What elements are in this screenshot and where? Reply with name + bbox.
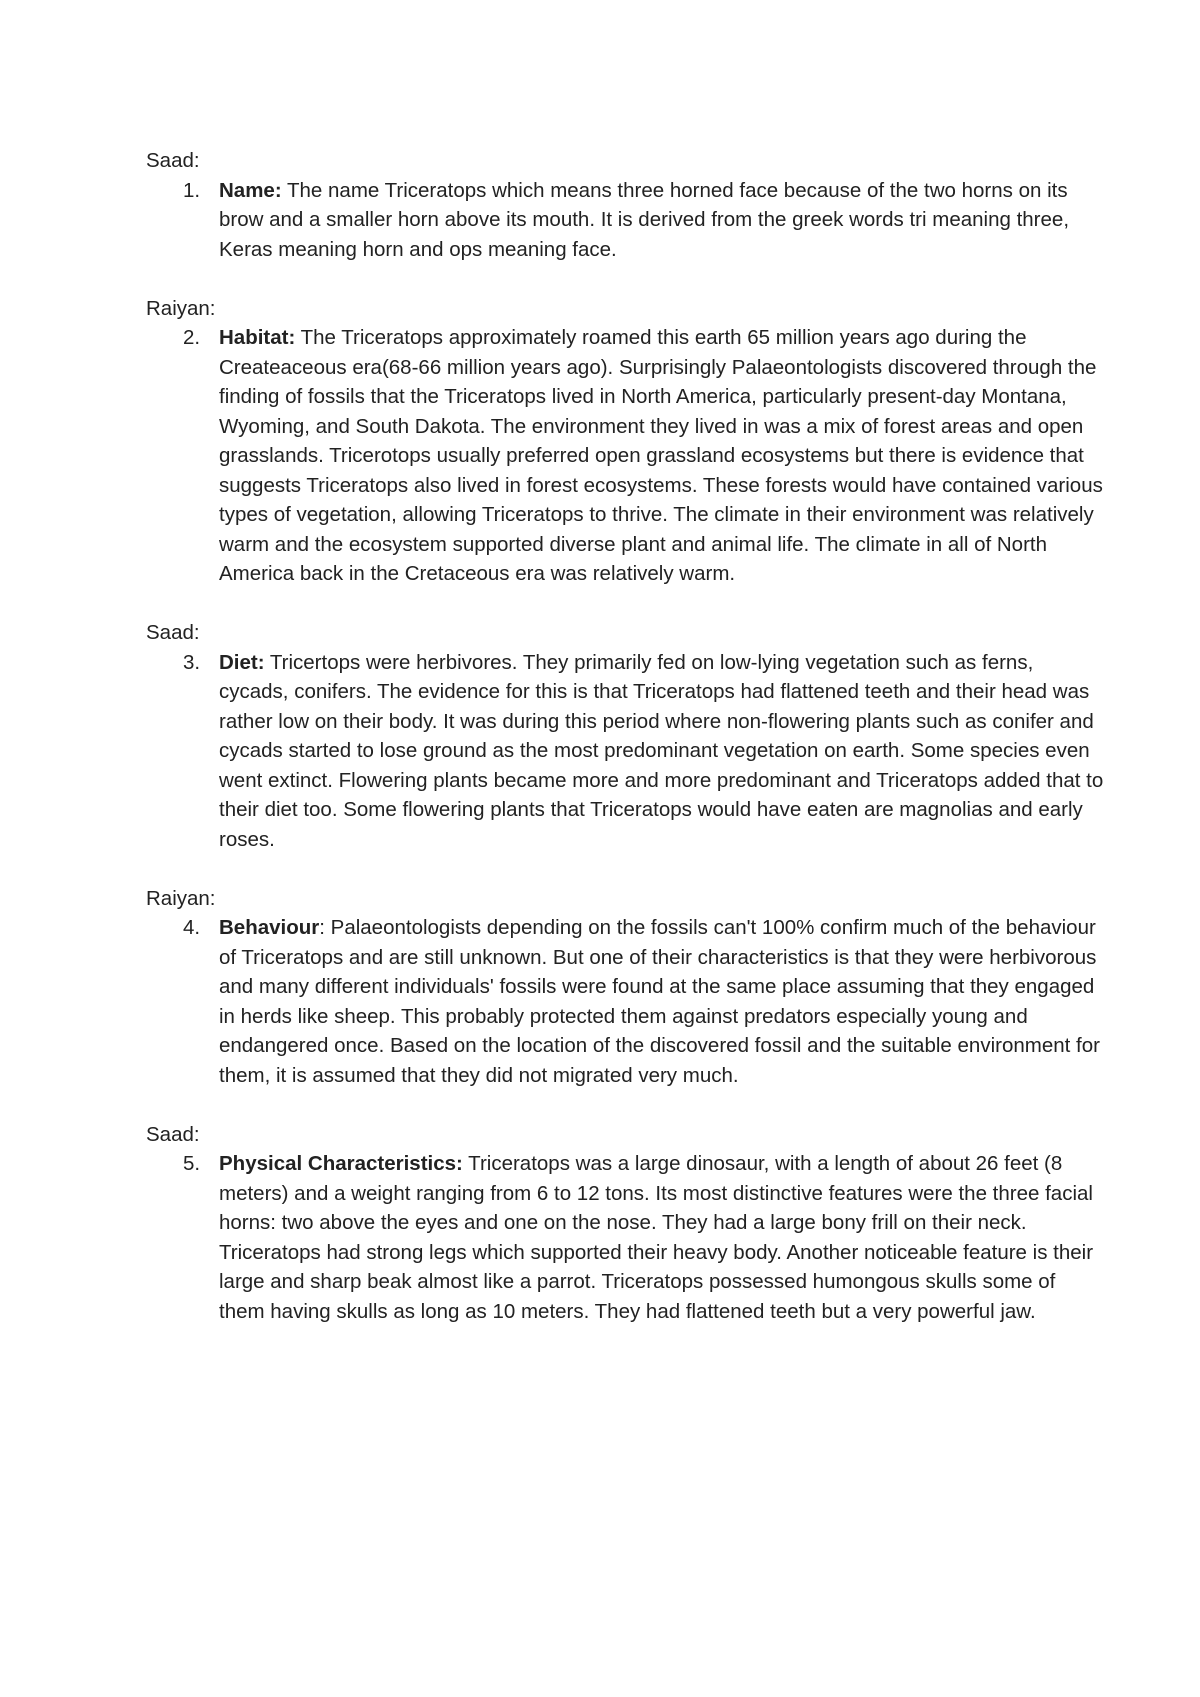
item-term: Name: <box>219 178 282 202</box>
speaker-label: Saad: <box>146 1122 200 1146</box>
item-description: : Palaeontologists depending on the fossils can't 100% confirm much of the behaviour of Triceratops and are still unknown. But one of their characteristics is that they were herbivorous and many different individuals' fossils were found at the same place assuming that they engaged in herds like sheep. This probably protected them against predators especially young and endangered once. Based on the location of the discovered fossil and the suitable environment for them, it is assumed that they did not migrated very much. <box>219 916 1100 1087</box>
list-item-text <box>219 1149 1106 1326</box>
list-number: 5. <box>183 1152 201 1175</box>
list-item <box>146 1149 1094 1326</box>
section-physical-characteristics <box>146 1120 1094 1327</box>
item-term: Behaviour <box>219 916 320 939</box>
speaker-label: Raiyan: <box>146 296 216 320</box>
section-habitat <box>146 294 1103 589</box>
list-item-text <box>219 323 1106 589</box>
document-body <box>146 146 1104 1356</box>
item-term: Habitat: <box>219 326 296 349</box>
item-term: Physical Characteristics: <box>219 1152 463 1175</box>
list-item <box>146 648 1104 855</box>
list-item-text <box>219 913 1106 1090</box>
list-item <box>146 176 1086 265</box>
speaker-label: Saad: <box>146 621 200 644</box>
list-item-text <box>219 648 1106 855</box>
item-description: The Triceratops approximately roamed this earth 65 million years ago during the Createaceous era(68-66 million years ago). Surprisingly Palaeontologists discovered through the finding of fossils that the Triceratops lived in North America, particularly present-day Montana, Wyoming, and South Dakota. The environment they lived in was a mix of forest areas and open grasslands. Tricerotops usually preferred open grassland ecosystems but there is evidence that suggests Triceratops also lived in forest ecosystems. These forests would have contained various types of vegetation, allowing Triceratops to thrive. The climate in their environment was relatively warm and the ecosystem supported diverse plant and animal life. The climate in all of North America back in the Cretaceous era was relatively warm. <box>219 326 1103 585</box>
item-description: Tricertops were herbivores. They primarily fed on low-lying vegetation such as ferns, cycads, conifers. The evidence for this is that Triceratops had flattened teeth and their head was rather low on their body. It was during this period where non-flowering plants such as conifer and cycads started to lose ground as the most predominant vegetation on earth. Some species even went extinct. Flowering plants became more and more predominant and Triceratops added that to their diet too. Some flowering plants that Triceratops would have eaten are magnolias and early roses. <box>219 650 1104 851</box>
list-number: 4. <box>183 916 201 939</box>
item-description: Triceratops was a large dinosaur, with a length of about 26 feet (8 meters) and a weight ranging from 6 to 12 tons. Its most distinctive features were the three facial horns: two above the eyes and one on the nose. They had a large bony frill on their neck. Triceratops had strong legs which supported their heavy body. Another noticeable feature is their large and sharp beak almost like a parrot. Triceratops possessed humongous skulls some of them having skulls as long as 10 meters. They had flattened teeth but a very powerful jaw. <box>219 1152 1094 1323</box>
list-item-text <box>219 176 1106 265</box>
item-description: The name Triceratops which means three horned face because of the two horns on its brow and a smaller horn above its mouth. It is derived from the greek words tri meaning three, Keras meaning horn and ops meaning face. <box>219 178 1070 261</box>
speaker-label: Saad: <box>146 149 200 172</box>
section-behaviour <box>146 884 1100 1091</box>
list-item <box>146 913 1100 1090</box>
list-number: 2. <box>183 326 201 349</box>
section-diet <box>146 618 1104 854</box>
list-number: 1. <box>183 178 201 202</box>
section-name <box>146 146 1086 264</box>
item-term: Diet: <box>219 650 265 674</box>
speaker-label: Raiyan: <box>146 886 216 910</box>
list-number: 3. <box>183 650 201 674</box>
list-item <box>146 323 1103 589</box>
